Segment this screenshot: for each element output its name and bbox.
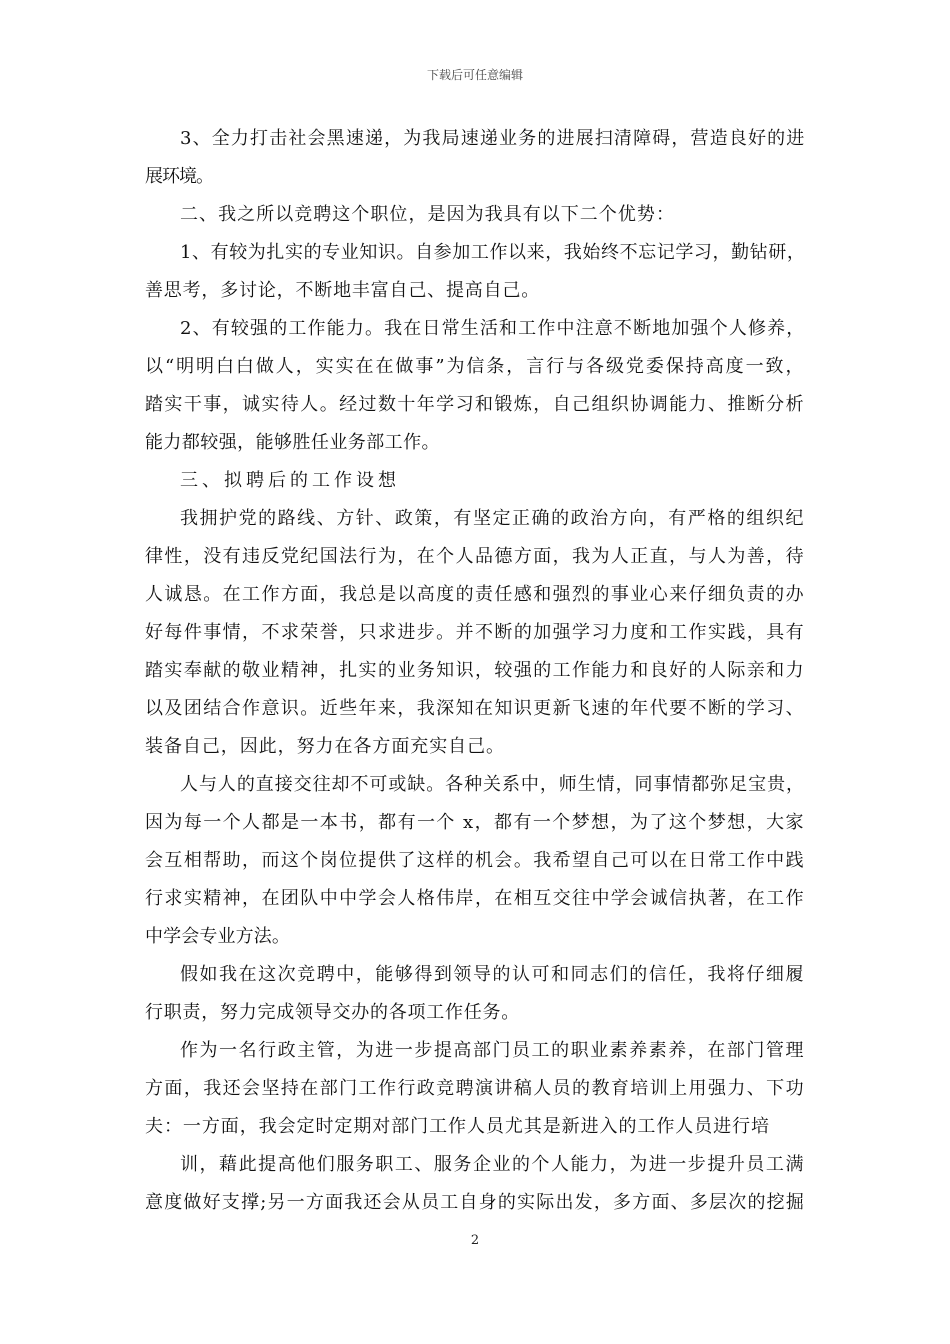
- text-line: 踏实干事，诚实待人。经过数十年学习和锻炼，自己组织协调能力、推断分析: [145, 394, 805, 415]
- text-line: 行职责，努力完成领导交办的各项工作任务。: [145, 1002, 520, 1023]
- text-line: 意度做好支撑;另一方面我还会从员工自身的实际出发，多方面、多层次的挖掘: [145, 1192, 806, 1213]
- text-line: 2、有较强的工作能力。我在日常生活和工作中注意不断地加强个人修养，: [180, 318, 806, 339]
- text-line: 人诚恳。在工作方面，我总是以高度的责任感和强烈的事业心来仔细负责的办: [145, 584, 805, 605]
- text-line: 1、有较为扎实的专业知识。自参加工作以来，我始终不忘记学习，勤钻研，: [180, 242, 806, 263]
- text-line: 展环境。: [145, 166, 213, 187]
- text-line: 假如我在这次竞聘中，能够得到领导的认可和同志们的信任，我将仔细履: [180, 964, 805, 985]
- text-line: 行求实精神，在团队中中学会人格伟岸，在相互交往中学会诚信执著，在工作: [145, 888, 805, 909]
- page-number: 2: [470, 1233, 480, 1248]
- text-line: 作为一名行政主管，为进一步提高部门员工的职业素养素养，在部门管理: [180, 1040, 805, 1061]
- text-line: 踏实奉献的敬业精神，扎实的业务知识，较强的工作能力和良好的人际亲和力: [145, 660, 805, 681]
- text-line: 好每件事情，不求荣誉，只求进步。并不断的加强学习力度和工作实践，具有: [145, 622, 805, 643]
- text-line: 因为每一个人都是一本书，都有一个 x，都有一个梦想，为了这个梦想，大家: [145, 812, 805, 833]
- text-line: 3、全力打击社会黑速递，为我局速递业务的进展扫清障碍，营造良好的进: [180, 128, 806, 149]
- text-line: 善思考，多讨论，不断地丰富自己、提高自己。: [145, 280, 540, 301]
- text-line: 我拥护党的路线、方针、政策，有坚定正确的政治方向，有严格的组织纪: [180, 508, 805, 529]
- text-line: 会互相帮助，而这个岗位提供了这样的机会。我希望自己可以在日常工作中践: [145, 850, 805, 871]
- page-header-note: 下载后可任意编辑: [426, 68, 523, 82]
- text-line: 方面，我还会坚持在部门工作行政竞聘演讲稿人员的教育培训上用强力、下功: [145, 1078, 805, 1099]
- text-line: 训，藉此提高他们服务职工、服务企业的个人能力，为进一步提升员工满: [180, 1154, 805, 1175]
- text-line: 人与人的直接交往却不可或缺。各种关系中，师生情，同事情都弥足宝贵，: [180, 774, 805, 795]
- text-line: 夫：一方面，我会定时定期对部门工作人员尤其是新进入的工作人员进行培: [145, 1116, 770, 1137]
- text-line: 装备自己，因此，努力在各方面充实自己。: [145, 736, 505, 757]
- text-line: 以“明明白白做人，实实在在做事”为信条，言行与各级党委保持高度一致，: [145, 356, 806, 377]
- text-line: 能力都较强，能够胜任业务部工作。: [145, 432, 440, 453]
- text-line: 三、拟聘后的工作设想: [180, 470, 400, 491]
- text-line: 二、我之所以竞聘这个职位，是因为我具有以下二个优势：: [180, 204, 675, 225]
- text-line: 中学会专业方法。: [145, 926, 290, 947]
- text-line: 以及团结合作意识。近些年来，我深知在知识更新飞速的年代要不断的学习、: [145, 698, 805, 719]
- text-line: 律性，没有违反党纪国法行为，在个人品德方面，我为人正直，与人为善，待: [145, 546, 805, 567]
